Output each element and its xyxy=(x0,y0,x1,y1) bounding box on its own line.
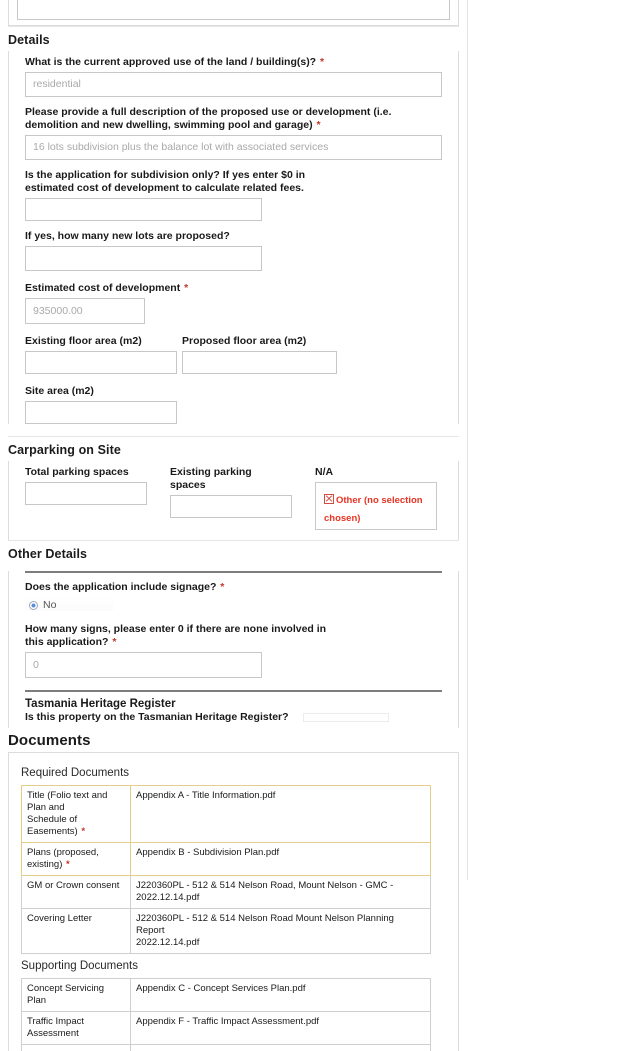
heritage-answer-field[interactable] xyxy=(303,713,389,722)
heritage-question-row xyxy=(25,711,442,723)
section-title-details: Details xyxy=(0,27,467,51)
field-floor-areas xyxy=(9,335,458,374)
doc-name-line1: Plans (proposed, existing) xyxy=(27,847,99,870)
label-subdivision-only-line2: estimated cost of development to calculate related fees. xyxy=(25,182,442,195)
doc-file-cell: Appendix C - Concept Services Plan.pdf xyxy=(131,979,431,1012)
col-na xyxy=(315,466,437,530)
label-proposed-floor-area: Proposed floor area (m2) xyxy=(182,335,337,348)
radio-signage-no-label: No xyxy=(43,599,56,611)
input-current-use[interactable]: residential xyxy=(25,72,442,97)
label-sign-count-line1: How many signs, please enter 0 if there are none involved in xyxy=(25,623,442,636)
previous-field-stub xyxy=(8,0,459,26)
heritage-section xyxy=(9,698,458,723)
required-marker: * xyxy=(313,119,321,131)
input-full-description[interactable]: 16 lots subdivision plus the balance lot with associated services xyxy=(25,135,442,160)
input-estimated-cost[interactable]: 935000.00 xyxy=(25,298,145,324)
label-existing-parking: Existing parking spaces xyxy=(170,466,290,492)
required-marker: * xyxy=(108,636,116,648)
required-documents-table xyxy=(21,785,431,954)
label-sign-count xyxy=(25,623,442,649)
input-proposed-floor-area[interactable] xyxy=(182,351,337,374)
section-title-other-details: Other Details xyxy=(0,541,467,565)
input-existing-parking[interactable] xyxy=(170,495,292,518)
supporting-documents-table xyxy=(21,978,431,1051)
radio-signage-no[interactable] xyxy=(25,597,113,611)
doc-name-cell-cropped xyxy=(22,1045,131,1051)
table-row[interactable] xyxy=(22,843,431,876)
doc-file-cell xyxy=(131,786,431,843)
doc-file-line2: 2022.12.14.pdf xyxy=(136,937,425,949)
required-marker: * xyxy=(62,859,69,870)
section-title-carparking: Carparking on Site xyxy=(0,437,467,461)
table-row[interactable] xyxy=(22,979,431,1012)
field-current-use xyxy=(9,56,458,97)
required-marker: * xyxy=(78,826,85,837)
doc-file-cell xyxy=(131,909,431,954)
label-estimated-cost: Estimated cost of development * xyxy=(25,282,442,295)
col-existing-parking xyxy=(170,466,290,518)
doc-name-cell: Concept Servicing Plan xyxy=(22,979,131,1012)
doc-name-cell: Traffic Impact Assessment xyxy=(22,1012,131,1045)
doc-file-line1: Appendix A - Title Information.pdf xyxy=(136,790,425,802)
doc-file-cell: J220360PL - 512 & 514 Nelson Road, Mount Nelson - GMC - 2022.12.14.pdf xyxy=(131,876,431,909)
doc-file-cell: Appendix B - Subdivision Plan.pdf xyxy=(131,843,431,876)
table-row[interactable] xyxy=(22,909,431,954)
label-existing-floor-area: Existing floor area (m2) xyxy=(25,335,182,348)
field-sign-count xyxy=(9,623,458,678)
documents-panel xyxy=(8,752,459,1051)
other-details-panel xyxy=(8,571,459,728)
doc-name-cell: GM or Crown consent xyxy=(22,876,131,909)
required-marker: * xyxy=(316,56,324,68)
label-signage: Does the application include signage? * xyxy=(25,581,442,594)
doc-file-line1: J220360PL - 512 & 514 Nelson Road Mount Nelson Planning Report xyxy=(136,913,425,937)
field-estimated-cost xyxy=(9,282,458,324)
label-subdivision-only-line1: Is the application for subdivision only? If yes enter $0 in xyxy=(25,169,442,182)
required-marker: * xyxy=(216,581,224,593)
col-proposed-floor-area xyxy=(182,335,337,374)
input-total-parking[interactable] xyxy=(25,482,147,505)
table-row[interactable] xyxy=(22,786,431,843)
carparking-row xyxy=(9,466,458,530)
label-site-area: Site area (m2) xyxy=(25,385,442,398)
table-row-cropped xyxy=(22,1045,431,1051)
field-full-description xyxy=(9,106,458,160)
input-existing-floor-area[interactable] xyxy=(25,351,177,374)
col-total-parking xyxy=(25,466,153,505)
input-site-area[interactable] xyxy=(25,401,177,424)
previous-field-input-cropped[interactable] xyxy=(17,0,450,20)
doc-name-cell: Covering Letter xyxy=(22,909,131,954)
label-total-parking: Total parking spaces xyxy=(25,466,153,479)
heritage-question: Is this property on the Tasmanian Heritage Register? xyxy=(25,711,289,723)
label-sign-count-line2: this application? * xyxy=(25,636,442,649)
required-marker: * xyxy=(180,282,188,294)
input-sign-count[interactable]: 0 xyxy=(25,652,262,678)
details-panel xyxy=(8,51,459,424)
doc-name-cell xyxy=(22,786,131,843)
carparking-panel xyxy=(8,461,459,540)
label-new-lots: If yes, how many new lots are proposed? xyxy=(25,230,442,243)
na-selection-box xyxy=(315,482,437,530)
na-message: Other (no selection chosen) xyxy=(324,495,423,524)
section-title-documents: Documents xyxy=(0,728,467,752)
input-subdivision-only[interactable] xyxy=(25,198,262,221)
field-site-area xyxy=(9,385,458,424)
field-subdivision-only xyxy=(9,169,458,221)
radio-dot-icon xyxy=(29,601,38,610)
label-na: N/A xyxy=(315,466,437,479)
broken-image-icon xyxy=(324,494,334,504)
table-row[interactable] xyxy=(22,876,431,909)
table-row[interactable] xyxy=(22,1012,431,1045)
heritage-top-rule xyxy=(25,690,442,692)
doc-name-line1: Title (Folio text and Plan and xyxy=(27,790,125,814)
other-details-rule xyxy=(25,571,442,573)
doc-file-cell: Appendix F - Traffic Impact Assessment.pdf xyxy=(131,1012,431,1045)
label-full-description: Please provide a full description of the proposed use or development (i.e. demolition and new dwelling, swimming pool and garage) * xyxy=(25,106,442,132)
label-subdivision-only xyxy=(25,169,442,195)
doc-name-line2: Schedule of Easements) * xyxy=(27,814,125,838)
subtitle-supporting-documents: Supporting Documents xyxy=(9,954,458,978)
field-signage xyxy=(9,581,458,611)
input-new-lots[interactable] xyxy=(25,246,262,271)
subtitle-required-documents: Required Documents xyxy=(9,763,458,785)
doc-name-cell xyxy=(22,843,131,876)
col-existing-floor-area xyxy=(25,335,182,374)
doc-file-cell-cropped xyxy=(131,1045,431,1051)
heritage-title: Tasmania Heritage Register xyxy=(25,698,442,710)
label-current-use: What is the current approved use of the land / building(s)? * xyxy=(25,56,442,69)
field-new-lots xyxy=(9,230,458,271)
